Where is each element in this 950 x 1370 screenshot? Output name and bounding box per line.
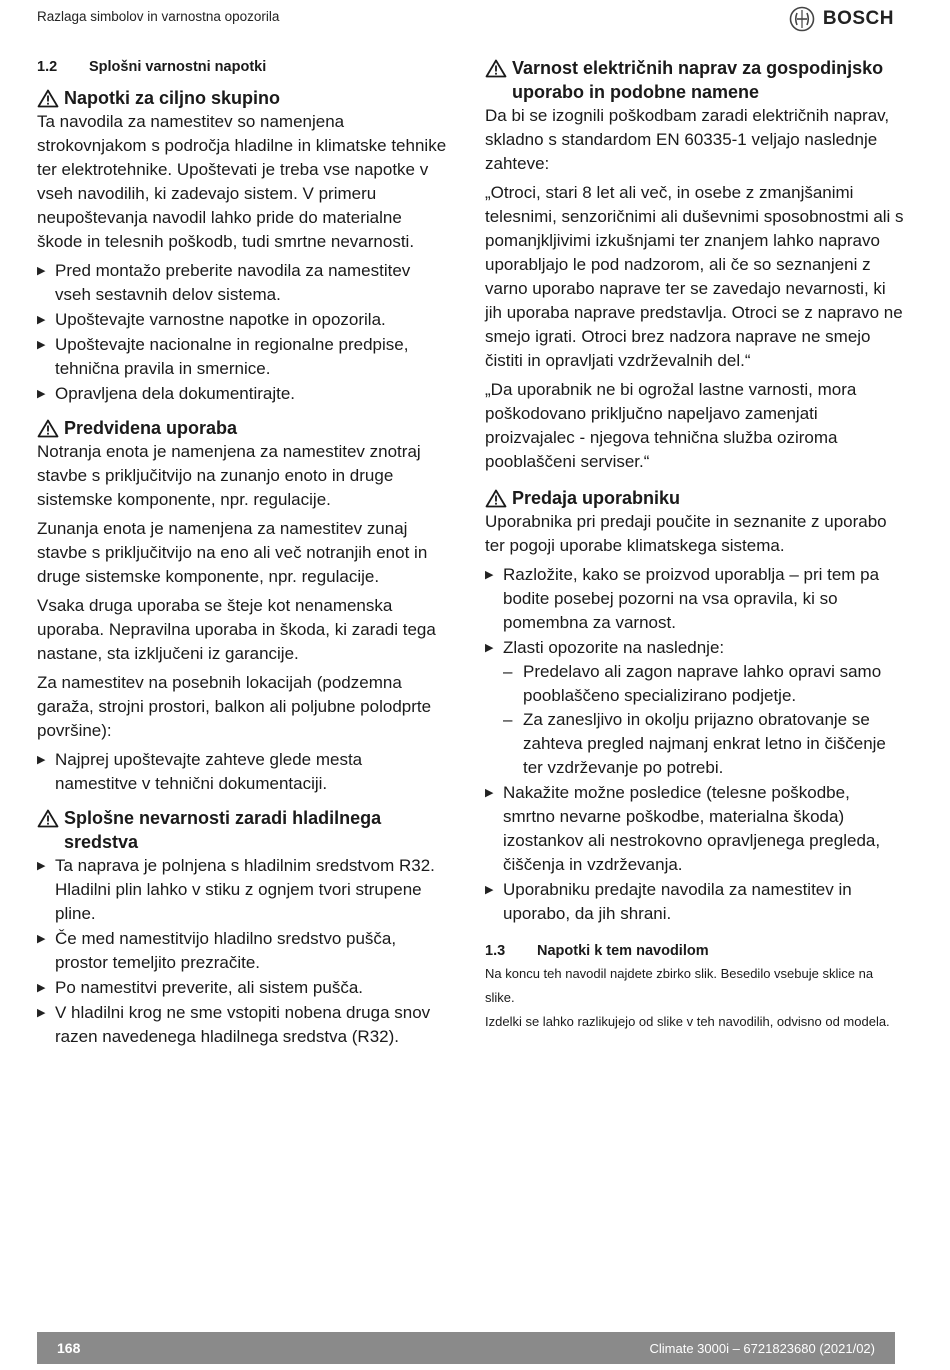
warning-icon <box>37 419 59 438</box>
page-footer <box>37 1332 895 1364</box>
target-group-paragraph: Ta navodila za namestitev so namenjena strokovnjakom s področja hladilne in klimatske tehnike ter elektrotehnike. Upoštevati je treba vse napotke v vseh navodilih, ki zadevajo sistem. V primeru neupoštevanja navodil lahko pride do materialne škode in telesnih poškodb, tudi smrtne nevarnosti. <box>37 112 447 251</box>
list-item: ▶ Upoštevajte nacionalne in regionalne predpise, tehnična pravila in smernice. <box>37 333 447 381</box>
intended-use-heading-text: Predvidena uporaba <box>64 418 238 438</box>
warning-icon <box>485 59 507 78</box>
intended-use-paragraph: Vsaka druga uporaba se šteje kot nenamenska uporaba. Nepravilna uporaba in škoda, ki zaradi tega nastane, sta izključeni iz garancije. <box>37 596 436 663</box>
section-title: Splošni varnostni napotki <box>89 59 267 75</box>
list-item: ▶ Opravljena dela dokumentirajte. <box>37 382 447 406</box>
right-column <box>485 56 905 1034</box>
list-item: ▶ Upoštevajte varnostne napotke in opozorila. <box>37 308 447 332</box>
list-item: ▶ Najprej upoštevajte zahteve glede mesta namestitve v tehnični dokumentaciji. <box>37 748 447 796</box>
handover-heading-text: Predaja uporabniku <box>512 488 681 508</box>
section-number: 1.3 <box>485 943 506 959</box>
refrigerant-heading <box>37 806 447 854</box>
handover-paragraph: Uporabnika pri predaji poučite in seznanite z uporabo ter pogoji uporabe klimatskega sistema. <box>485 512 887 555</box>
list-item: ▶ Nakažite možne posledice (telesne poškodbe, smrtno nevarne poškodbe, materialna škoda) izostankov ali nestrokovno opravljenega pregleda, čiščenja in vzdrževanja. <box>485 781 905 877</box>
handover-sublist <box>503 660 905 780</box>
list-item: ▶ Razložite, kako se proizvod uporablja – pri tem pa bodite posebej pozorni na vsa opravila, ki so pomembna za varnost. <box>485 563 905 635</box>
list-item-text: Zlasti opozorite na naslednje: <box>503 638 725 657</box>
notes-paragraph: Na koncu teh navodil najdete zbirko slik. Besedilo vsebuje sklice na slike. <box>485 966 874 1005</box>
intended-use-heading <box>37 416 447 440</box>
section-title: Napotki k tem navodilom <box>537 943 709 959</box>
section-number: 1.2 <box>37 59 58 75</box>
list-item: ▶ Po namestitvi preverite, ali sistem pušča. <box>37 976 447 1000</box>
sub-list-item: – Za zanesljivo in okolju prijazno obratovanje se zahteva pregled najmanj enkrat letno in čiščenje ter vzdrževanje po potrebi. <box>503 708 905 780</box>
intended-use-paragraph: Zunanja enota je namenjena za namestitev zunaj stavbe s priključitvijo na eno ali več notranjih enot in druge sistemske komponente, npr. regulacije. <box>37 519 428 586</box>
section-heading-1-2 <box>37 56 447 78</box>
list-item <box>485 636 905 780</box>
electrical-paragraph: Da bi se izognili poškodbam zaradi električnih naprav, skladno s standardom EN 60335-1 veljajo naslednje zahteve: <box>485 106 890 173</box>
warning-icon <box>37 809 59 828</box>
handover-heading <box>485 486 905 510</box>
electrical-heading <box>485 56 905 104</box>
refrigerant-heading-text: Splošne nevarnosti zaradi hladilnega sredstva <box>64 808 382 852</box>
electrical-heading-text: Varnost električnih naprav za gospodinjsko uporabo in podobne namene <box>512 58 884 102</box>
intended-use-paragraph: Notranja enota je namenjena za namestitev znotraj stavbe s priključitvijo na zunanjo enoto in druge sistemske komponente, npr. regulacije. <box>37 442 421 509</box>
page-number: 168 <box>57 1340 81 1356</box>
electrical-paragraph: „Da uporabnik ne bi ogrožal lastne varnosti, mora poškodovano priključno napeljavo zamenjati proizvajalec - njegova tehnična služba oziroma pooblaščeni serviser.“ <box>485 380 857 471</box>
list-item: ▶ Ta naprava je polnjena s hladilnim sredstvom R32. Hladilni plin lahko v stiku z ognjem tvori strupene pline. <box>37 854 447 926</box>
list-item: ▶ Pred montažo preberite navodila za namestitev vseh sestavnih delov sistema. <box>37 259 447 307</box>
document-reference: Climate 3000i – 6721823680 (2021/02) <box>649 1340 875 1356</box>
intended-use-list <box>37 748 447 796</box>
list-item: ▶ Uporabniku predajte navodila za namestitev in uporabo, da jih shrani. <box>485 878 905 926</box>
page-header-title: Razlaga simbolov in varnostna opozorila <box>37 9 280 24</box>
list-item: ▶ Če med namestitvijo hladilno sredstvo pušča, prostor temeljito prezračite. <box>37 927 447 975</box>
section-heading-1-3 <box>485 940 905 962</box>
target-group-list <box>37 259 447 406</box>
notes-paragraph: Izdelki se lahko razlikujejo od slike v teh navodilih, odvisno od modela. <box>485 1014 890 1029</box>
target-group-heading <box>37 86 447 110</box>
target-group-heading-text: Napotki za ciljno skupino <box>64 88 281 108</box>
electrical-paragraph: „Otroci, stari 8 let ali več, in osebe z zmanjšanimi telesnimi, senzoričnimi ali duševnimi sposobnostmi ali s pomanjkljivimi izkušnjami ter znanjem lahko napravo uporabljajo le pod nadzorom, ali če so seznanjeni z varno uporabo naprave ter se zavedajo nevarnosti, ki jih uporaba naprave predstavlja. Otroci se z napravo ne smejo igrati. Otroci brez nadzora naprave ne smejo čistiti in opravljati vzdrževalnih del.“ <box>485 183 904 370</box>
brand-name: BOSCH <box>822 8 894 29</box>
warning-icon <box>37 89 59 108</box>
list-item: ▶ V hladilni krog ne sme vstopiti nobena druga snov razen navedenega hladilnega sredstva (R32). <box>37 1001 447 1049</box>
refrigerant-list <box>37 854 447 1049</box>
intended-use-paragraph: Za namestitev na posebnih lokacijah (podzemna garaža, strojni prostori, balkon ali poljubne polodprte površine): <box>37 673 432 740</box>
sub-list-item: – Predelavo ali zagon naprave lahko opravi samo pooblaščeno specializirano podjetje. <box>503 660 905 708</box>
bosch-logo <box>789 6 894 32</box>
handover-list <box>485 563 905 926</box>
warning-icon <box>485 489 507 508</box>
left-column <box>37 56 447 1055</box>
bosch-armature-icon <box>789 6 815 32</box>
